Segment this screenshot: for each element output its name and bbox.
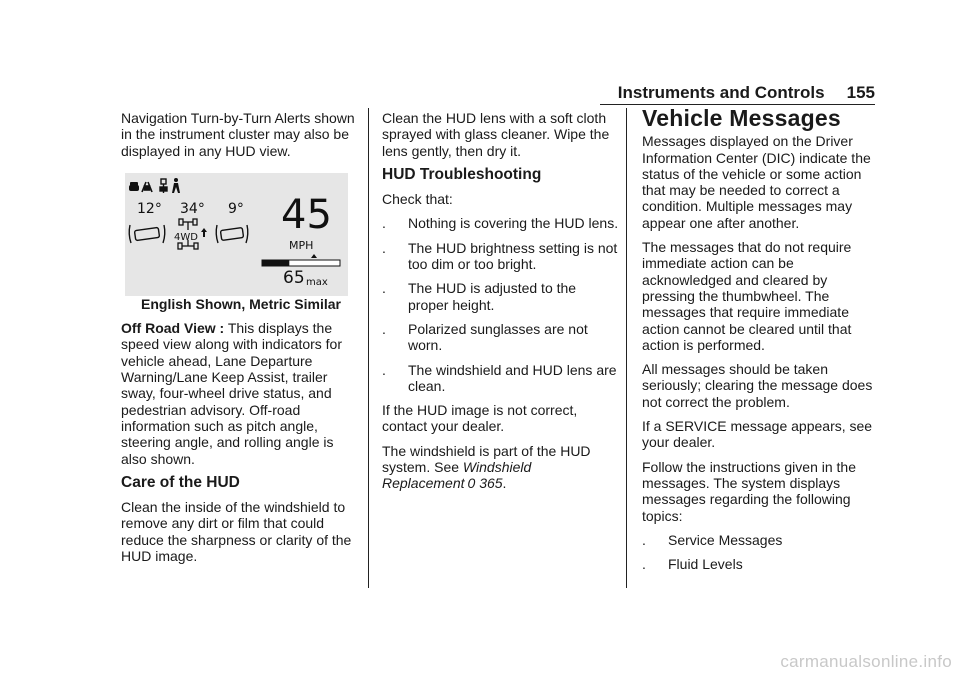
column-1	[121, 110, 361, 572]
care-paragraph: Clean the inside of the windshield to remove any dirt or film that could reduce the sharpness or clarity of the HUD image.	[121, 499, 352, 565]
troubleshooting-heading: HUD Troubleshooting	[382, 165, 542, 183]
windshield-text: The windshield is part of the HUD system. See	[382, 442, 591, 476]
four-wheel-icon	[179, 219, 197, 230]
bullet-text: Nothing is covering the HUD lens.	[408, 215, 619, 232]
four-wd-label: 4WD	[174, 231, 198, 243]
list-item	[642, 556, 877, 572]
bullet: .	[382, 280, 386, 297]
bullet: .	[382, 361, 386, 378]
care-heading: Care of the HUD	[121, 473, 240, 491]
pitch-right-icon	[216, 225, 248, 243]
speed-limit: 65	[283, 267, 305, 288]
bullet-text: The HUD is adjusted to the proper height.	[408, 280, 577, 313]
list-item	[382, 240, 620, 273]
temp-right: 9°	[228, 200, 244, 217]
page-number: 155	[846, 83, 875, 102]
bullet: .	[642, 531, 646, 548]
list-item	[382, 215, 620, 231]
watermark: carmanualsonline.info	[780, 652, 952, 671]
list-item	[382, 321, 620, 354]
messages-paragraph-2: The messages that do not require immediate action can be acknowledged and cleared by pressing the thumbwheel. The messages that require immediate action cannot be cleared until that action is performed.	[642, 239, 852, 353]
messages-paragraph-4: If a SERVICE message appears, see your dealer.	[642, 418, 873, 451]
speed-readout: 45	[281, 191, 332, 238]
speed-limit-marker	[311, 254, 317, 258]
list-item	[382, 362, 620, 395]
off-road-term: Off Road View :	[121, 320, 225, 337]
check-that: Check that:	[382, 191, 453, 208]
bullet: .	[382, 320, 386, 337]
speed-limit-label: max	[306, 276, 328, 288]
bullet: .	[382, 239, 386, 256]
bullet-text: The HUD brightness setting is not too dim or too bright.	[408, 239, 618, 273]
not-correct-paragraph: If the HUD image is not correct, contact your dealer.	[382, 402, 578, 435]
column-divider-2	[626, 108, 627, 588]
bullet-text: Fluid Levels	[668, 556, 743, 573]
drive-arrow-icon	[201, 228, 207, 237]
list-item	[382, 280, 620, 313]
page-ref-icon: 0	[467, 475, 476, 492]
section-title: Instruments and Controls	[617, 83, 825, 102]
temp-mid: 34°	[180, 200, 205, 217]
hud-image	[125, 173, 348, 296]
column-divider-1	[368, 108, 369, 588]
bullet-text: Service Messages	[668, 531, 783, 548]
pitch-left-icon	[129, 225, 165, 243]
running-head	[540, 83, 875, 103]
lane-keep-icon	[142, 182, 152, 192]
bullet: .	[382, 215, 386, 232]
vehicle-messages-heading: Vehicle Messages	[642, 105, 841, 131]
column-2	[382, 110, 620, 500]
windshield-paragraph	[382, 443, 620, 492]
windshield-page[interactable]: 365	[479, 475, 503, 492]
off-road-paragraph	[121, 320, 361, 467]
figure-caption: English Shown, Metric Similar	[141, 295, 341, 312]
windshield-link[interactable]: Windshield Replacement	[382, 459, 532, 492]
speed-bar-fill	[262, 260, 289, 266]
messages-paragraph-1: Messages displayed on the Driver Information Center (DIC) indicate the status of the vehicle or some action that may be needed to correct a condition. Multiple messages may appear one after another.	[642, 133, 871, 231]
trailer-sway-icon	[160, 179, 167, 193]
temp-left: 12°	[137, 200, 162, 217]
messages-paragraph-5: Follow the instructions given in the messages. The system displays messages regarding the following topics:	[642, 458, 856, 524]
vehicle-ahead-icon	[129, 182, 139, 191]
speed-unit: MPH	[289, 238, 314, 252]
column-3	[642, 105, 877, 580]
bullet-text: Polarized sunglasses are not worn.	[408, 320, 588, 354]
bullet-text: The windshield and HUD lens are clean.	[408, 361, 617, 394]
pedestrian-icon	[172, 178, 180, 193]
nav-alerts-paragraph: Navigation Turn-by-Turn Alerts shown in the instrument cluster may also be displayed in any HUD view.	[121, 110, 355, 159]
period: .	[502, 475, 507, 492]
bullet: .	[642, 556, 646, 573]
clean-lens-paragraph: Clean the HUD lens with a soft cloth sprayed with glass cleaner. Wipe the lens gently, then dry it.	[382, 110, 610, 159]
messages-paragraph-3: All messages should be taken seriously; clearing the message does not correct the problem.	[642, 361, 873, 410]
list-item	[642, 532, 877, 548]
off-road-text: This displays the speed view along with indicators for vehicle ahead, Lane Departure Warning/Lane Keep Assist, trailer sway, four-wheel drive status, and pedestrian advisory. Off-road information such as pitch angle, steering angle, and rolling angle is also shown.	[121, 320, 343, 467]
